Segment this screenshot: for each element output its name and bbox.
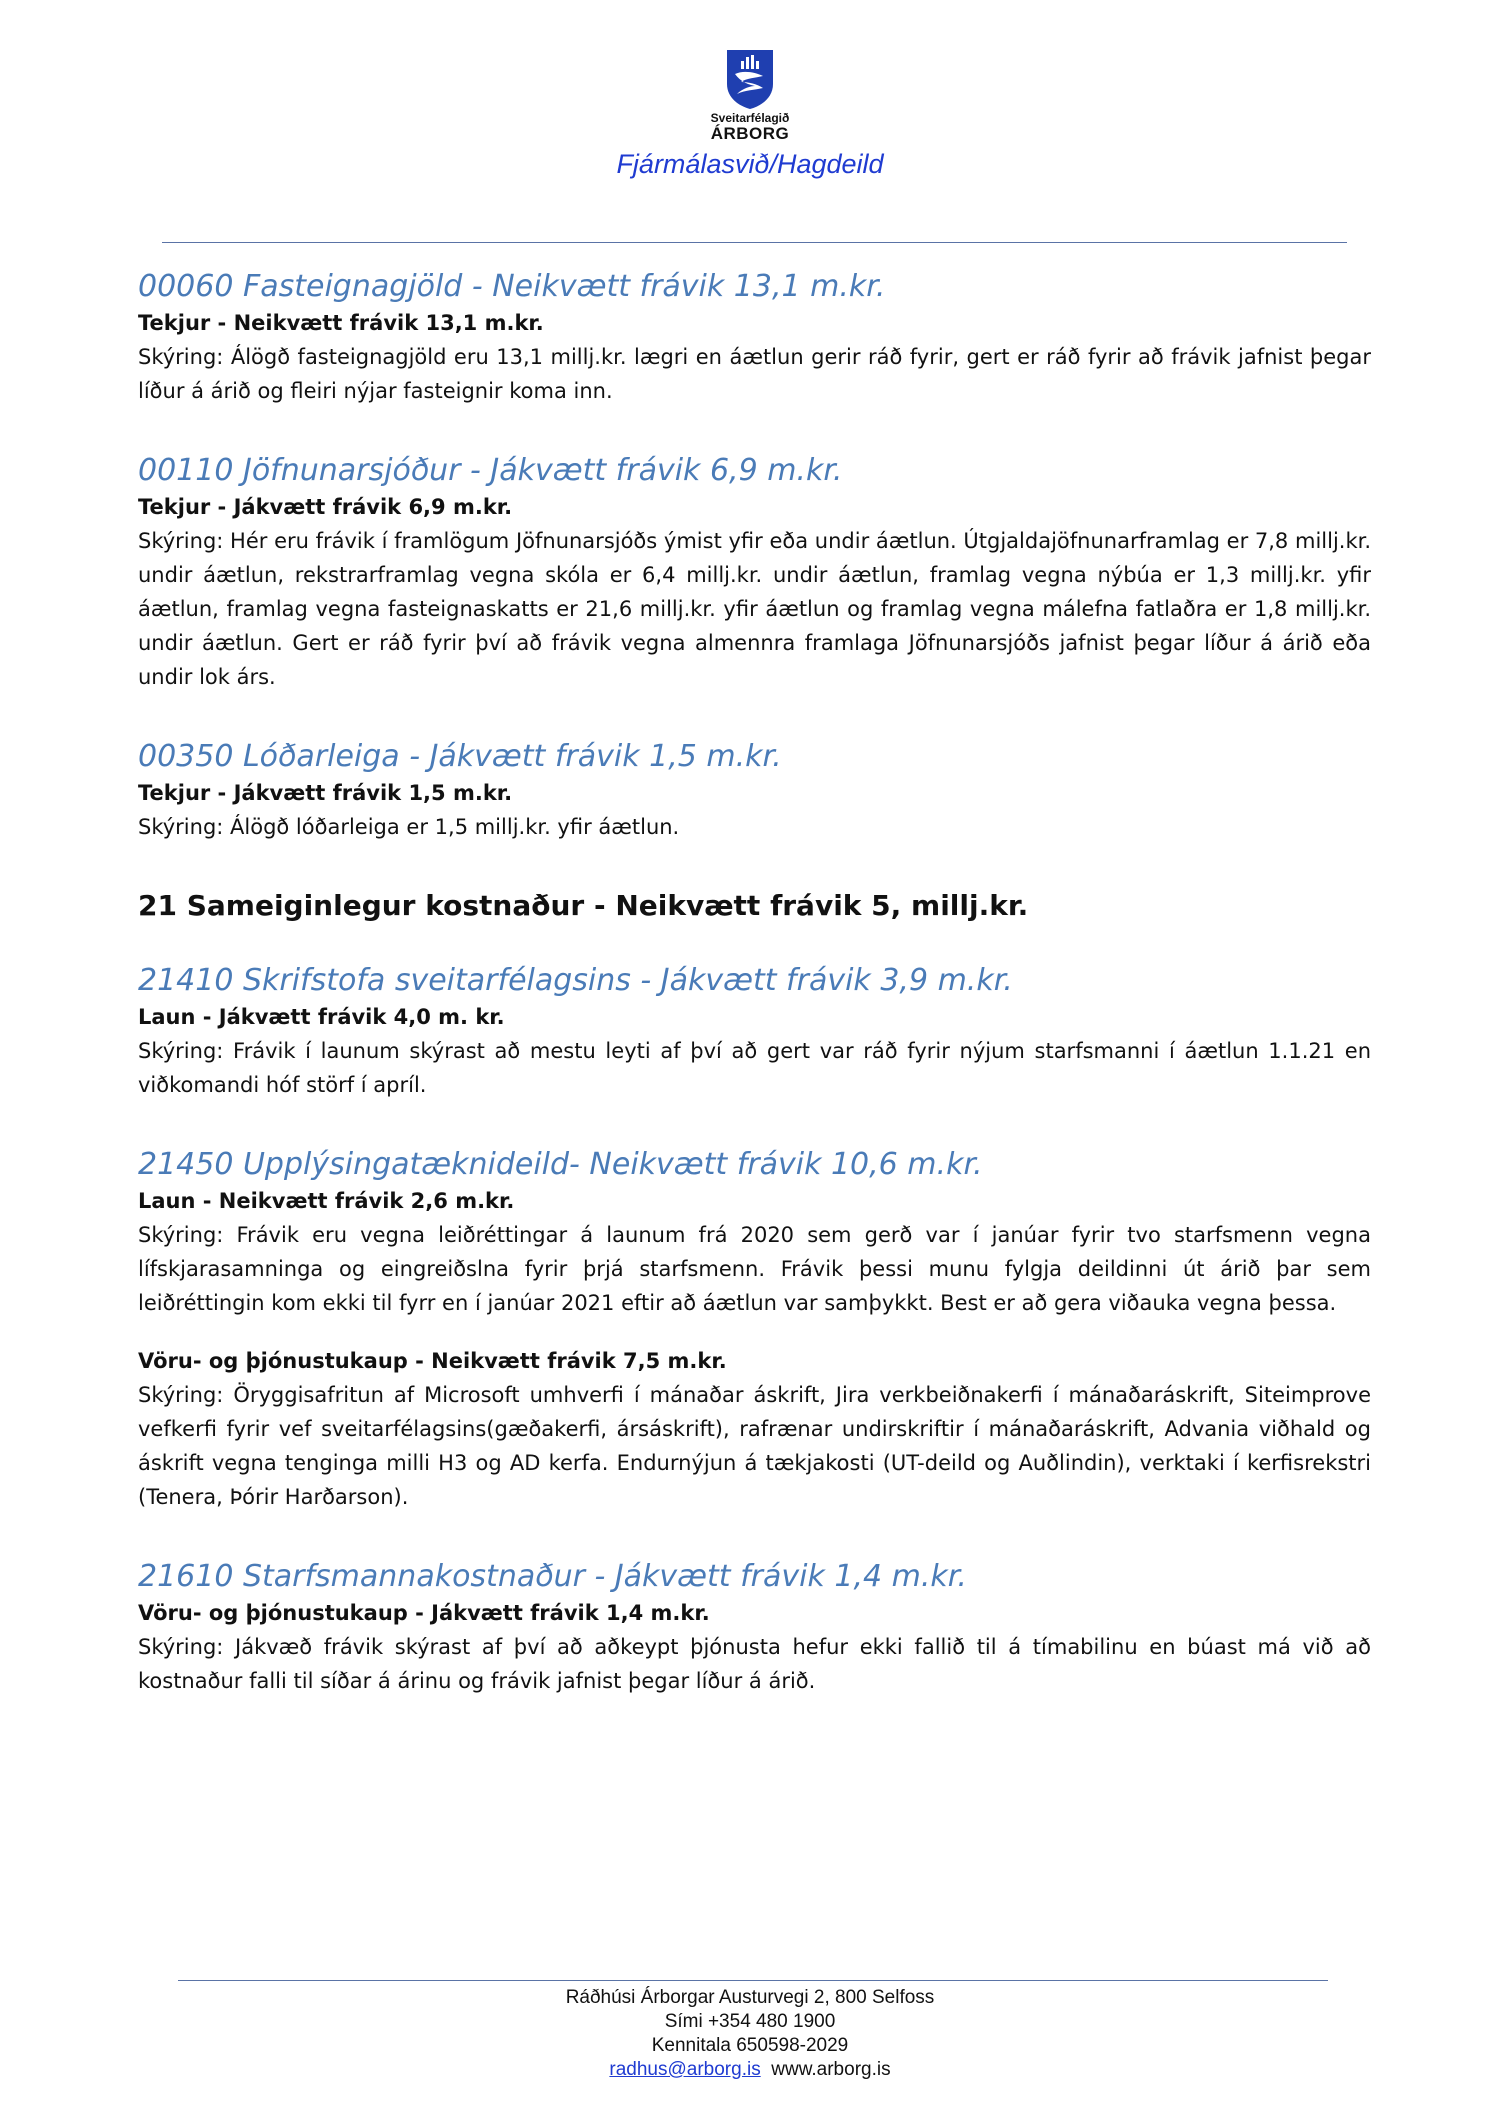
item-subheading: Laun - Neikvætt frávik 2,6 m.kr. xyxy=(138,1189,515,1213)
footer-phone: Sími +354 480 1900 xyxy=(664,2011,836,2032)
section-heading: 00110 Jöfnunarsjóður - Jákvætt frávik 6,9 m.kr. xyxy=(138,453,843,488)
item-text: Skýring: Hér eru frávik í framlögum Jöfnunarsjóðs ýmist yfir eða undir áætlun. Útgjaldajöfnunarframlag er 7,8 millj.kr. undir áætlun, rekstrarframlag vegna skóla er 6,4 millj.kr. undir áætlun, framlag vegna nýbúa er 1,3 millj.kr. yfir áætlun, framlag vegna fasteignaskatts er 21,6 millj.kr. yfir áætlun og framlag vegna málefna fatlaðra er 1,8 millj.kr. undir áætlun. Gert er ráð fyrir því að frávik vegna almennra framlaga Jöfnunarsjóðs jafnist þegar líður á árið eða undir lok árs. xyxy=(138,529,1371,689)
footer-address: Ráðhúsi Árborgar Austurvegi 2, 800 Selfoss xyxy=(565,1987,935,2008)
section-jofnunarsjodur xyxy=(138,452,1371,694)
item-text: Skýring: Öryggisafritun af Microsoft umhverfi í mánaðar áskrift, Jira verkbeiðnakerfi í mánaðaráskrift, Siteimprove vefkerfi fyrir vef sveitarfélagsins(gæðakerfi, ársáskrift), rafrænar undirskriftir í mánaðaráskrift, Advania viðhald og áskrift vegna tenginga milli H3 og AD kerfa. Endurnýjun á tækjakosti (UT-deild og Auðlindin), verktaki í kerfisrekstri (Tenera, Þórir Harðarson). xyxy=(138,1383,1371,1509)
logo-small-text: Sveitarfélagið xyxy=(710,111,790,125)
section-upplysingataeknideild xyxy=(138,1146,1371,1514)
page-footer xyxy=(0,1986,1500,2082)
spacer xyxy=(138,1320,1371,1344)
page-header xyxy=(0,48,1500,180)
item-text: Skýring: Frávik í launum skýrast að mestu leyti af því að gert var ráð fyrir nýjum starfsmanni í áætlun 1.1.21 en viðkomandi hóf störf í apríl. xyxy=(138,1039,1371,1097)
item-subheading: Vöru- og þjónustukaup - Jákvætt frávik 1,4 m.kr. xyxy=(138,1601,710,1625)
coat-of-arms-icon xyxy=(725,48,775,110)
website-text: www.arborg.is xyxy=(771,2059,891,2080)
item-text: Skýring: Álögð fasteignagjöld eru 13,1 millj.kr. lægri en áætlun gerir ráð fyrir, gert er ráð fyrir að frávik jafnist þegar líður á árið og fleiri nýjar fasteignir koma inn. xyxy=(138,345,1371,403)
item-subheading: Tekjur - Neikvætt frávik 13,1 m.kr. xyxy=(138,311,544,335)
item-subheading: Tekjur - Jákvætt frávik 6,9 m.kr. xyxy=(138,495,513,519)
section-skrifstofa xyxy=(138,962,1371,1102)
section-starfsmannakostnadur xyxy=(138,1558,1371,1698)
item-text: Skýring: Frávik eru vegna leiðréttingar á launum frá 2020 sem gerð var í janúar fyrir tvo starfsmenn vegna lífskjarasamninga og eingreiðslna fyrir þrjá starfsmenn. Frávik þessi munu fylgja deildinni út árið þar sem leiðréttingin kom ekki til fyrr en í janúar 2021 eftir að áætlun var samþykkt. Best er að gera viðauka vegna þessa. xyxy=(138,1223,1371,1315)
item-subheading: Laun - Jákvætt frávik 4,0 m. kr. xyxy=(138,1005,505,1029)
municipality-logo xyxy=(690,48,810,143)
footer-divider xyxy=(178,1980,1328,1981)
section-fasteignagjold xyxy=(138,268,1371,408)
item-text: Skýring: Jákvæð frávik skýrast af því að aðkeypt þjónusta hefur ekki fallið til á tímabilinu en búast má við að kostnaður falli til síðar á árinu og frávik jafnist þegar líður á árið. xyxy=(138,1635,1371,1693)
footer-kennitala: Kennitala 650598-2029 xyxy=(651,2035,849,2056)
item-subheading: Vöru- og þjónustukaup - Neikvætt frávik 7,5 m.kr. xyxy=(138,1349,727,1373)
item-subheading: Tekjur - Jákvætt frávik 1,5 m.kr. xyxy=(138,781,513,805)
email-link[interactable]: radhus@arborg.is xyxy=(609,2059,761,2080)
section-heading: 21610 Starfsmannakostnaður - Jákvætt frávik 1,4 m.kr. xyxy=(138,1559,967,1594)
section-heading: 00350 Lóðarleiga - Jákvætt frávik 1,5 m.kr. xyxy=(138,739,782,774)
item-text: Skýring: Álögð lóðarleiga er 1,5 millj.kr. yfir áætlun. xyxy=(138,815,680,839)
section-heading: 00060 Fasteignagjöld - Neikvætt frávik 13,1 m.kr. xyxy=(138,269,886,304)
section-lodarleiga xyxy=(138,738,1371,844)
major-heading: 21 Sameiginlegur kostnaður - Neikvætt frávik 5, millj.kr. xyxy=(138,889,1029,922)
footer-contact xyxy=(0,2058,1500,2082)
logo-name-text: ÁRBORG xyxy=(710,124,790,143)
header-divider xyxy=(162,242,1347,243)
section-heading: 21410 Skrifstofa sveitarfélagsins - Jákvætt frávik 3,9 m.kr. xyxy=(138,963,1013,998)
section-heading: 21450 Upplýsingatæknideild- Neikvætt frávik 10,6 m.kr. xyxy=(138,1147,983,1182)
department-title: Fjármálasvið/Hagdeild xyxy=(616,149,884,179)
document-body xyxy=(138,268,1371,1742)
